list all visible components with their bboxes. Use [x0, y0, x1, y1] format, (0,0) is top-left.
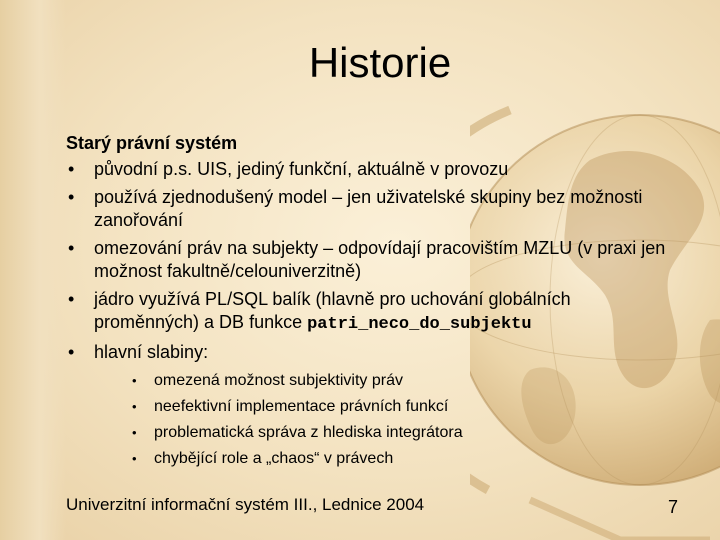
section-heading: Starý právní systém [66, 133, 238, 153]
sub-bullet-list [94, 368, 666, 472]
bullet-text: hlavní slabiny: [94, 342, 209, 362]
bullet-list [66, 158, 666, 472]
bullet-item: • omezování práv na subjekty – odpovídají pracovištím MZLU (v praxi jen možnost fakultně/celouniverzitně) [66, 237, 666, 283]
footer-text: Univerzitní informační systém III., Lednice 2004 [66, 495, 425, 514]
bullet-item [66, 288, 666, 336]
bullet-item [66, 341, 666, 472]
sub-bullet-item: • omezená možnost subjektivity práv [94, 368, 666, 394]
db-function-name: patri_neco_do_subjektu [307, 315, 532, 334]
bullet-text: jádro využívá PL/SQL balík (hlavně pro uchování globálních proměnných) a DB funkce [94, 289, 571, 332]
sub-bullet-item: • problematická správa z hlediska integrátora [94, 420, 666, 446]
bullet-item: • původní p.s. UIS, jediný funkční, aktuálně v provozu [66, 158, 666, 181]
slide-title: Historie [308, 39, 452, 86]
bullet-item: • používá zjednodušený model – jen uživatelské skupiny bez možnosti zanořování [66, 186, 666, 232]
page-number: 7 [667, 497, 678, 517]
sub-bullet-item: • neefektivní implementace právních funkcí [94, 394, 666, 420]
slide-content [66, 128, 666, 477]
sub-bullet-item: • chybějící role a „chaos“ v právech [94, 446, 666, 472]
